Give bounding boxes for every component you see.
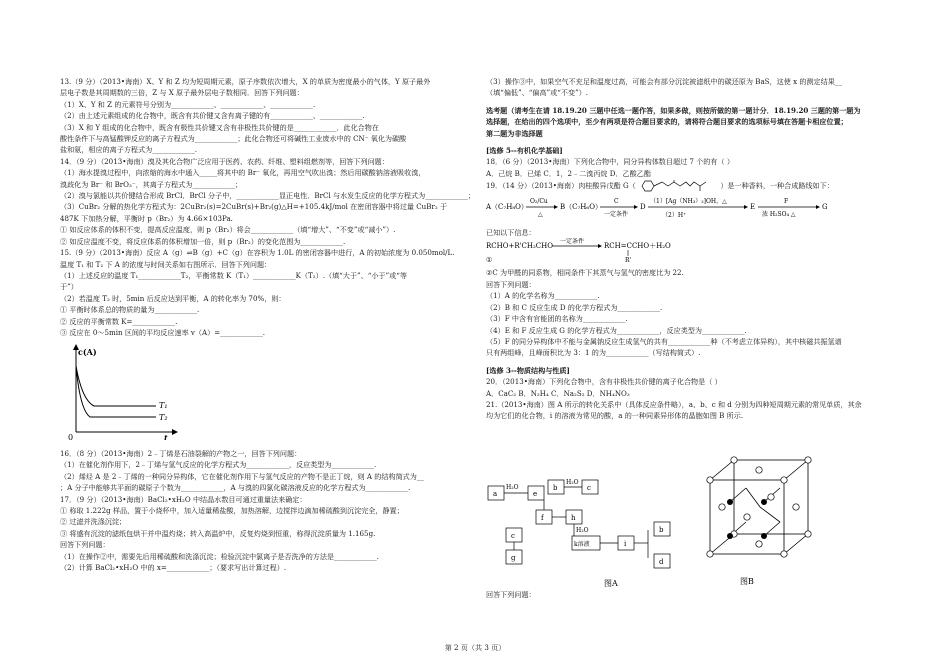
left-line-q13_6: 酸性条件下与高锰酸钾反应的离子方程式为____________；此化合物还可将碱性工业废水中的 CN⁻ 氧化为碳酸 bbox=[60, 134, 407, 144]
q21-line-1: 21.（2013•海南）图 A 所示的转化关系中（具体反应条件略），a、b、c 和 d 分别为四种短周期元素的常见单质，其余 bbox=[486, 399, 862, 409]
route-cond-2-top: C bbox=[614, 198, 619, 206]
box-b-label: b bbox=[553, 484, 558, 492]
y-axis-label: c(A) bbox=[78, 347, 97, 357]
box-c-label: c bbox=[511, 532, 515, 540]
q19-line-3: （2）B 和 C 反应生成 D 的化学方程式为____________. bbox=[486, 302, 663, 312]
left-line-q13_7: 盐和氨，相应的离子方程式为____________. bbox=[60, 145, 198, 155]
route-cond-4-top: F bbox=[784, 198, 789, 206]
concentration-time-graph bbox=[60, 344, 180, 440]
left-line-q14_3: 溴歧化为 Br⁻ 和 BrO₃⁻，其离子方程式为____________； bbox=[60, 179, 242, 189]
left2-line-q17_5: 回答下列问题： bbox=[60, 540, 110, 550]
box-f-label: f bbox=[541, 514, 544, 522]
page-footer: 第 2 页（共 3 页） bbox=[444, 643, 506, 652]
flow-h2o-2: H₂O bbox=[566, 479, 579, 486]
reaction-rhs: RCH=CCHO＋H₂O bbox=[604, 242, 671, 251]
left-line-q14_2: （1）海水提溴过程中，向浓缩的海水中通入_____将其中的 Br⁻ 氧化，再用空气吹出溴；然后用碳酸钠溶液吸收溴， bbox=[60, 168, 426, 178]
route-cond-2-bot: 一定条件 bbox=[604, 211, 629, 219]
route-cond-4-bot: 浓 H₂SO₄ △ bbox=[762, 211, 796, 219]
left-line-q14_7: ① 如反应体系的体积不变，提高反应温度，则 p（Br₂）将会____________（填“增大”、“不变”或“减小”）. bbox=[60, 225, 396, 235]
known-reaction bbox=[486, 238, 906, 264]
left2-line-q17_1: 17．（9 分）（2013•海南）BaCl₂•xH₂O 中结晶水数目可通过重量法来确定： bbox=[60, 494, 307, 504]
x-axis-arrow bbox=[172, 429, 178, 435]
q20-line-2: A．CaC₂ B．N₂H₄ C．Na₂S₂ D．NH₄NO₃ bbox=[486, 388, 630, 398]
route-b: B（C₇H₆O） bbox=[560, 203, 602, 212]
route-cond-3-bot: （2）H⁺ bbox=[662, 212, 687, 220]
figure-a-caption: 图A bbox=[604, 579, 618, 588]
q19-head: 19．（14 分）（2013•海南）肉桂酸异戊酯 G（ bbox=[486, 181, 636, 191]
left-line-q14_1: 14．（9 分）（2013•海南）溴及其化合物广泛应用于医药、农药、纤维、塑料组燃剂等，回答下列问题： bbox=[60, 156, 389, 166]
box-g-label: g bbox=[511, 554, 516, 562]
x-axis-label: t bbox=[164, 433, 168, 440]
left-line-q15_2: 温度 T₁ 和 T₂ 下 A 的浓度与时间关系如右图所示．回答下列问题： bbox=[60, 259, 272, 269]
left-line-q15_4: 于”） bbox=[60, 282, 78, 292]
route-cond-1-bot: △ bbox=[538, 211, 543, 219]
left-line-q14_5: （3）CuBr₂ 分解的热化学方程式为：2CuBr₂(s)=2CuBr(s)+Br₂(g)△H=+105.4kJ/mol 在密闭容器中将过量 CuBr₂ 于 bbox=[60, 202, 448, 212]
q21-line-2: 均为它们的化合物，i 的溶液为常见的酸，a 的一种同素异形体的晶胞如图 B 所示. bbox=[486, 411, 744, 421]
left2-line-q17_3: ② 过滤并洗涤沉淀； bbox=[60, 517, 127, 527]
route-cond-1-top: O₂/Cu bbox=[530, 198, 548, 206]
left-line-q15_8: ③ 反应在 0～5min 区间的平均反应速率 v（A）=____________. bbox=[60, 327, 266, 337]
q19-line-2: （1）A 的化学名称为____________. bbox=[486, 291, 600, 301]
note-line-3: 第二题为非选择题 bbox=[486, 128, 543, 138]
left-line-q15_5: （2）若温度 T₂ 时，5min 后反应达到平衡，A 的转化率为 70%，则： bbox=[60, 293, 286, 303]
q21-answer-prompt: 回答下列问题： bbox=[486, 590, 536, 599]
left2-line-q16_3: （2）烯烃 A 是 2﹣丁烯的一种同分异构体，它在催化剂作用下与氢气反应的产物不是正丁烷，则 A 的结构简式为__ bbox=[60, 471, 424, 481]
route-g: G bbox=[822, 203, 828, 212]
box-c-top-label: c bbox=[587, 484, 591, 492]
left-line-q13_4: （2）由上述元素组成的化合物中，既含有共价键又含有离子键的有____________、____________. bbox=[60, 111, 365, 121]
section-heading-5: [选修 5--有机化学基础] bbox=[486, 146, 563, 156]
reaction-lhs: RCHO+R'CH₂CHO bbox=[486, 242, 553, 251]
reaction-substituent: R' bbox=[625, 257, 632, 265]
left2-line-q17_2: ① 称取 1.222g 样品，置于小烧杯中，加入适量稀盐酸，加热溶解，边搅拌边滴加稀硫酸到沉淀完全，静置； bbox=[60, 506, 404, 516]
right-line-q17_8: （3）操作③中，如果空气不充足和温度过高，可能会有部分沉淀被滤纸中的碳还原为 BaS，这使 x 的测定结果__ bbox=[486, 77, 842, 86]
box-f bbox=[536, 510, 552, 524]
figure-a-flow-diagram bbox=[486, 478, 686, 590]
note-line-2: 选择题，在给出的四个选项中，至少有两项是符合题目要求的，请将符合题目要求的选项标号填在答题卡相应位置； bbox=[486, 117, 848, 127]
q19-questions bbox=[486, 267, 906, 358]
left2-line-q16_1: 16．（8 分）（2013•海南）2﹣丁烯是石油裂解的产物之一，回答下列问题： bbox=[60, 449, 302, 458]
route-d: D bbox=[640, 203, 646, 212]
section-heading-3: [选修 3--物质结构与性质] bbox=[486, 365, 570, 375]
left-column bbox=[60, 76, 476, 338]
box-i-label: i bbox=[624, 540, 627, 548]
box-e-label: e bbox=[533, 490, 538, 498]
left-line-q15_7: ② 反应的平衡常数 K=____________. bbox=[60, 316, 178, 326]
reaction-condition: 一定条件 bbox=[560, 238, 585, 246]
left2-line-q16_4: ；A 分子中能够共平面的碳原子个数为____________，A 与溴的四氯化碳溶液反应的化学方程式为____________. bbox=[60, 483, 411, 493]
q18-line-1: 18．（6 分）（2013•海南）下列化合物中，同分异构体数目超过 7 个的有（ ） bbox=[486, 157, 734, 167]
box-b-right-label: b bbox=[659, 526, 664, 534]
curve-t2 bbox=[76, 366, 156, 417]
route-a: A（C₇H₈O） bbox=[486, 203, 528, 212]
figure-b-caption: 图B bbox=[740, 577, 754, 586]
left-line-q13_5: （3）X 和 Y 组成的化合物中，既含有极性共价键又含有非极性共价键的是____________．此化合物在 bbox=[60, 122, 379, 132]
left-question-block-lower bbox=[60, 448, 476, 573]
q18-line-2: A．己烷 B．已烯 C．1，2﹣二溴丙烷 D．乙酸乙酯 bbox=[486, 168, 651, 178]
note-line-1: 选考题（请考生在请 18.19.20 三题中任选一题作答，如果多做，则按所做的第一题计分．18.19.20 三题的第一题为 bbox=[486, 105, 861, 115]
q19-line-0: ②C 为甲醛的同系物，相同条件下其蒸气与氢气的密度比为 22. bbox=[486, 268, 684, 278]
known-info: 已知以下信息： bbox=[486, 227, 536, 237]
q20-line-1: 20．（2013•海南）下列化合物中，含有非极性共价键的离子化合物是（ ） bbox=[486, 377, 722, 387]
q19-line-4: （3）F 中含有官能团的名称为____________. bbox=[486, 314, 628, 324]
q19-line-5: （4）E 和 F 反应生成 G 的化学方程式为____________，反应类型为____________. bbox=[486, 325, 747, 335]
left-column-lower bbox=[60, 448, 476, 573]
left-line-q14_4: （2）溴与氯能以共价键结合形成 BrCl．BrCl 分子中，____________显正电性．BrCl 与水发生反应的化学方程式为____________； bbox=[60, 191, 475, 201]
curve-t1 bbox=[76, 366, 156, 406]
right-question-block bbox=[486, 76, 906, 99]
route-cond-3-top: （1）[Ag（NH₃）₂]OH，△ bbox=[650, 198, 727, 206]
left-line-q13_1: 13.（9 分）（2013•海南）X、Y 和 Z 均为短周期元素，原子序数依次增大，X 的单质为密度最小的气体，Y 原子最外 bbox=[60, 77, 431, 86]
flow-h2o-1: H₂O bbox=[506, 484, 519, 491]
flow-h2o-3: H₂O bbox=[576, 527, 589, 534]
q19-tail: ）是一种香料，一种合成路线如下： bbox=[720, 181, 834, 191]
q19-line-1: 回答下列问题： bbox=[486, 279, 536, 289]
left-line-q15_1: 15.（9 分）（2013•海南）反应 A（g）⇌B（g）+C（g）在容积为 1.0L 的密闭容器中进行，A 的初始浓度为 0.050mol/L. bbox=[60, 248, 455, 258]
left2-line-q17_4: ③ 将盛有沉淀的滤纸包烘干并中温灼烧；转入高温炉中，反复灼烧到恒重，称得沉淀质量为 1.165g. bbox=[60, 528, 376, 538]
left-line-q15_3: （1）上述反应的温度 T₁____________T₂，平衡常数 K（T₁）____________K（T₂）.（填“大于”、“小于”或“等 bbox=[60, 270, 407, 280]
left-line-q14_6: 487K 下加热分解，平衡时 p（Br₂）为 4.66×103Pa. bbox=[60, 213, 233, 223]
q19-line-6: （5）F 的同分异构体中不能与金属钠反应生成氢气的共有____________种（不考虑立体异构），其中核磁共振氢谱 bbox=[486, 336, 842, 346]
left2-line-q17_7: （2）计算 BaCl₂•xH₂O 中的 x=____________；（要求写出计算过程）. bbox=[60, 563, 287, 573]
origin-label: 0 bbox=[68, 433, 74, 440]
box-d-label: d bbox=[659, 558, 664, 566]
figure-b-crystal-cell bbox=[700, 452, 820, 588]
box-k-solution-label: k溶液 bbox=[574, 541, 590, 548]
route-e: E bbox=[750, 203, 756, 212]
box-a-label: a bbox=[493, 490, 498, 498]
left-line-q13_2: 层电子数是其周期数的三倍，Z 与 X 原子最外层电子数相同．回答下列问题： bbox=[60, 88, 304, 98]
left-line-q14_8: ② 如反应温度不变，将反应体系的体积增加一倍，则 p（Br₂）的变化范围为____________. bbox=[60, 236, 346, 246]
right-column bbox=[486, 76, 906, 422]
right-line-q17_9: （填“偏低”、“偏高”或“不变”）. bbox=[486, 88, 589, 98]
t1-label: T₁ bbox=[159, 401, 168, 410]
q19-line-7: 只有两组峰，且峰面积比为 3：1 的为____________（写结构简式）. bbox=[486, 348, 701, 358]
left-line-q13_3: （1）X、Y 和 Z 的元素符号分别为____________、____________、____________. bbox=[60, 99, 316, 109]
t2-label: T₂ bbox=[159, 413, 168, 422]
left2-line-q17_6: （1）在操作②中，需要先后用稀硫酸和洗涤沉淀；检验沉淀中氯离子是否洗净的方法是____________. bbox=[60, 551, 379, 561]
q19-intro bbox=[486, 179, 906, 193]
reaction-mark: ① bbox=[486, 256, 493, 265]
ester-structure-icon bbox=[638, 180, 718, 192]
box-h-label: h bbox=[571, 514, 576, 522]
left2-line-q16_2: （1）在催化剂作用下，2﹣丁烯与氢气反应的化学方程式为____________，反应类型为____________. bbox=[60, 460, 377, 470]
left-question-block bbox=[60, 76, 476, 338]
left-line-q15_6: ① 平衡时体系总的物质的量为____________. bbox=[60, 305, 200, 315]
synthesis-route bbox=[486, 193, 906, 223]
